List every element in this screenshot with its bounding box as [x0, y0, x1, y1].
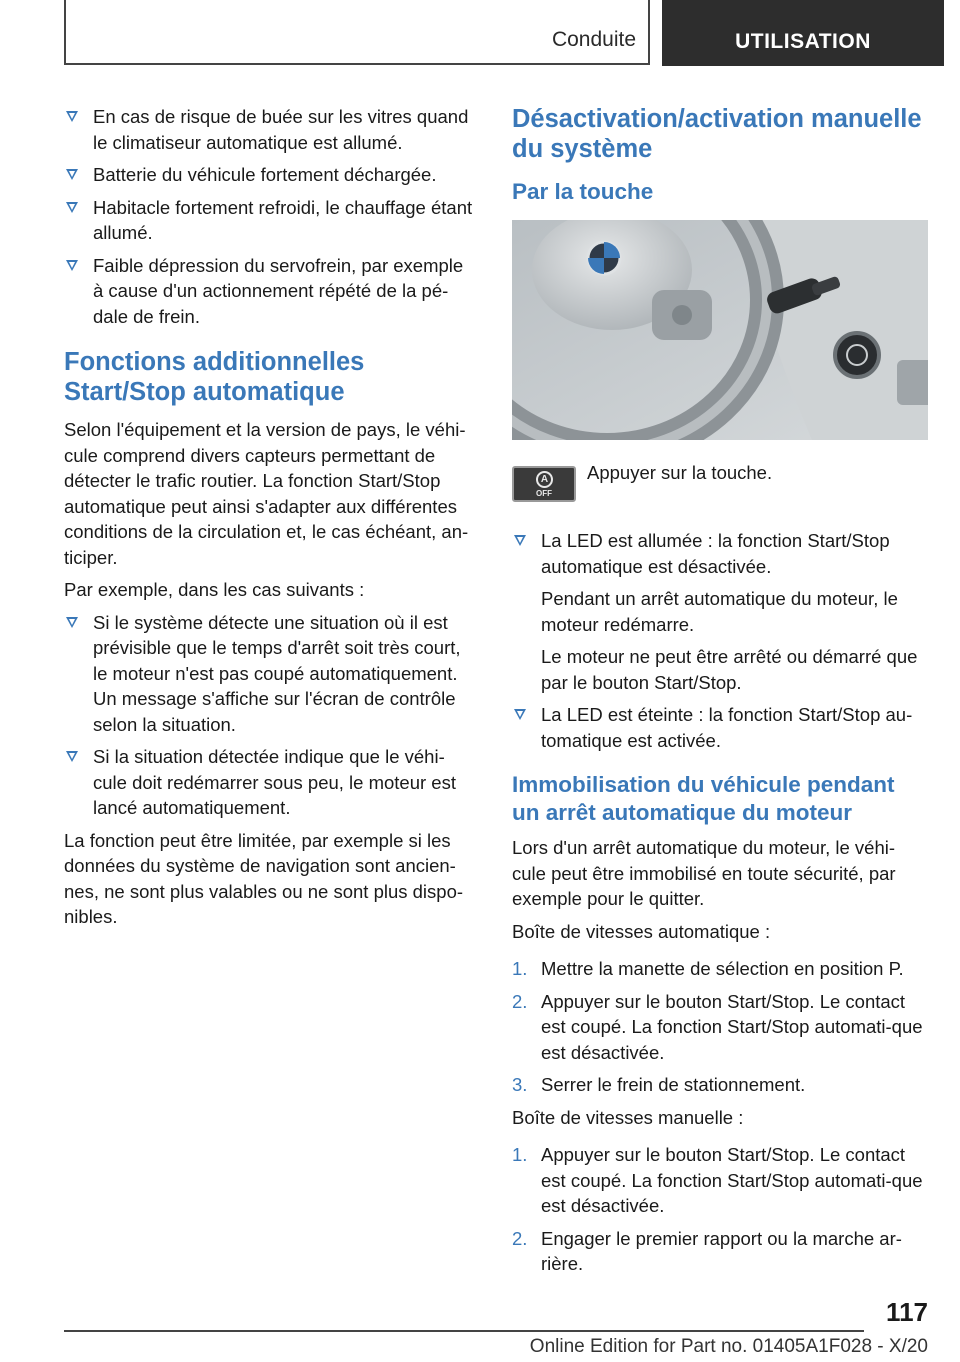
footer-edition: Online Edition for Part no. 01405A1F028 - X/20	[529, 1336, 928, 1357]
triangle-bullet-icon	[514, 709, 526, 720]
subheading-by-button: Par la touche	[512, 179, 654, 204]
list-item: Batterie du véhicule fortement déchargée.	[64, 162, 478, 188]
led-status-list	[512, 528, 928, 753]
triangle-bullet-icon	[66, 751, 78, 762]
footer-rule	[64, 1330, 864, 1332]
header-chapter-tab: UTILISATION	[662, 0, 944, 66]
list-item: 2. Appuyer sur le bouton Start/Stop. Le contact est coupé. La fonction Start/Stop automati-que est désactivée.	[512, 990, 923, 1063]
section-heading-deactivation: Désactivation/activation manuelle du système	[512, 105, 922, 163]
list-item: Si le système détecte une situation où il est prévisible que le temps d'arrêt soit très court, le moteur n'est pas coupé automatiquement. Un message s'affiche sur l'écran de contrôle selon la situation.	[64, 610, 478, 738]
header-rule-bottom	[64, 63, 650, 65]
list-item: La LED est éteinte : la fonction Start/Stop au-tomatique est activée.	[512, 702, 928, 753]
manual-gearbox-steps	[512, 1142, 928, 1277]
paragraph: Boîte de vitesses automatique :	[512, 920, 771, 942]
paragraph: Boîte de vitesses manuelle :	[512, 1106, 744, 1128]
triangle-bullet-icon	[66, 202, 78, 213]
page-number: 117	[886, 1297, 928, 1327]
list-item: Faible dépression du servofrein, par exemple à cause d'un actionnement répété de la pé-dale de frein.	[64, 253, 478, 330]
list-item: 2. Engager le premier rapport ou la marche ar-rière.	[512, 1227, 902, 1274]
paragraph: Lors d'un arrêt automatique du moteur, le véhi-cule peut être immobilisé en toute sécurité, par exemple pour le quitter.	[512, 837, 896, 909]
list-item: 1. Mettre la manette de sélection en position P.	[512, 958, 904, 979]
paragraph: Selon l'équipement et la version de pays, le véhi-cule comprend divers capteurs permettant de détecter le trafic routier. La fonction Start/Stop automatique peut ainsi s'adapter aux différentes conditions de la circulation et, le cas échéant, an-ticiper.	[64, 419, 469, 568]
steering-wheel-illustration	[512, 220, 928, 440]
off-label: OFF	[536, 489, 552, 498]
section-heading-additional-functions: Fonctions additionnelles Start/Stop automatique	[64, 348, 365, 406]
list-item: La LED est allumée : la fonction Start/Stop automatique est désactivée. Pendant un arrêt automatique du moteur, le moteur redémarre. Le moteur ne peut être arrêté ou démarré que par le bouton Start/Stop.	[512, 528, 928, 695]
left-column	[64, 104, 478, 937]
paragraph: La fonction peut être limitée, par exemple si les données du système de navigation sont ancien-nes, ne sont plus valables ou ne sont plus dispo-nibles.	[64, 829, 464, 927]
triangle-bullet-icon	[66, 617, 78, 628]
list-item: En cas de risque de buée sur les vitres quand le climatiseur automatique est allumé.	[64, 104, 478, 155]
list-item-sub: Le moteur ne peut être arrêté ou démarré que par le bouton Start/Stop.	[541, 646, 918, 693]
right-column	[512, 104, 928, 1284]
triangle-bullet-icon	[514, 535, 526, 546]
header-rule-mid	[648, 0, 650, 64]
list-item: Si la situation détectée indique que le véhi-cule doit redémarrer sous peu, le moteur est lancé automatiquement.	[64, 744, 478, 821]
auto-a-icon: A	[536, 471, 553, 488]
list-item-sub: Pendant un arrêt automatique du moteur, le moteur redémarre.	[541, 588, 898, 635]
triangle-bullet-icon	[66, 111, 78, 122]
list-item: Habitacle fortement refroidi, le chauffage étant allumé.	[64, 195, 478, 246]
button-instruction-text: Appuyer sur la touche.	[587, 462, 773, 483]
subheading-immobilisation: Immobilisation du véhicule pendant un arrêt automatique du moteur	[512, 772, 895, 825]
list-item: 3. Serrer le frein de stationnement.	[512, 1074, 806, 1095]
button-instruction	[512, 460, 928, 506]
bullet-list-cases	[64, 610, 478, 821]
start-stop-off-button-icon	[512, 466, 576, 502]
steering-wheel-photo	[512, 220, 928, 440]
header-section-title: Conduite	[551, 28, 636, 51]
bullet-list-top	[64, 104, 478, 329]
triangle-bullet-icon	[66, 260, 78, 271]
automatic-gearbox-steps	[512, 956, 928, 1098]
paragraph: Par exemple, dans les cas suivants :	[64, 579, 365, 600]
list-item: 1. Appuyer sur le bouton Start/Stop. Le contact est coupé. La fonction Start/Stop automati-que est désactivée.	[512, 1144, 923, 1216]
triangle-bullet-icon	[66, 169, 78, 180]
header-rule-left	[64, 0, 66, 64]
